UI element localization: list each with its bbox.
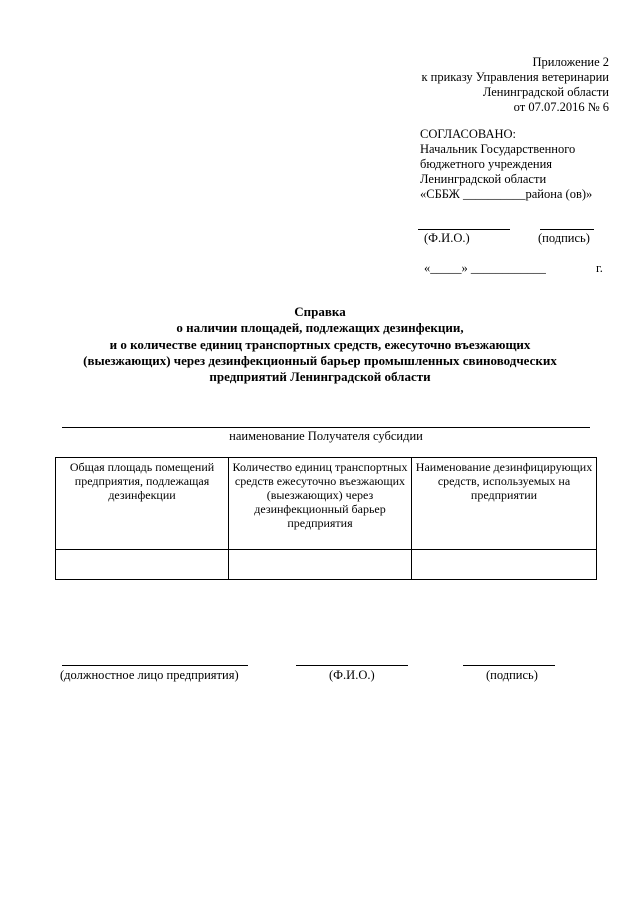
official-line <box>62 665 248 666</box>
table-cell[interactable] <box>229 550 412 580</box>
table-header-cell: Количество единиц транспортных средств ежесуточно въезжающих (выезжающих) через дезинфекционный барьер предприятия <box>229 458 412 550</box>
title-line-3: и о количестве единиц транспортных средств, ежесуточно въезжающих <box>109 337 531 352</box>
approval-heading: СОГЛАСОВАНО: <box>420 127 517 141</box>
fio-line <box>296 665 408 666</box>
title-line-5: предприятий Ленинградской области <box>209 369 431 384</box>
data-table <box>55 457 597 580</box>
table-header-row <box>56 458 597 550</box>
approval-year-suffix: г. <box>596 261 603 275</box>
table-header-cell: Общая площадь помещений предприятия, подлежащая дезинфекции <box>56 458 229 550</box>
title-line-2: о наличии площадей, подлежащих дезинфекции, <box>176 320 464 335</box>
sign-label: (подпись) <box>486 668 538 682</box>
table-header-cell: Наименование дезинфицирующих средств, используемых на предприятии <box>412 458 597 550</box>
annex-line-3: Ленинградской области <box>482 85 609 99</box>
approval-line-4: «СББЖ __________района (ов)» <box>420 187 593 201</box>
approval-line-2: бюджетного учреждения <box>420 157 553 171</box>
annex-line-4: от 07.07.2016 № 6 <box>513 100 609 114</box>
approval-line-3: Ленинградской области <box>420 172 547 186</box>
title-line-1: Справка <box>294 304 346 319</box>
table-cell[interactable] <box>56 550 229 580</box>
table-row <box>56 550 597 580</box>
official-label: (должностное лицо предприятия) <box>60 668 239 682</box>
annex-line-2: к приказу Управления ветеринарии <box>421 70 609 84</box>
table-cell[interactable] <box>412 550 597 580</box>
approval-date-line: «_____» ____________ <box>424 261 546 275</box>
title-line-4: (выезжающих) через дезинфекционный барьер промышленных свиноводческих <box>83 353 557 368</box>
approval-fio-label: (Ф.И.О.) <box>424 231 470 245</box>
approval-sign-line <box>540 229 594 230</box>
recipient-caption: наименование Получателя субсидии <box>229 429 423 443</box>
approval-sign-label: (подпись) <box>538 231 590 245</box>
recipient-line <box>62 427 590 428</box>
sign-line <box>463 665 555 666</box>
approval-line-1: Начальник Государственного <box>420 142 576 156</box>
fio-label: (Ф.И.О.) <box>329 668 375 682</box>
approval-fio-line <box>418 229 510 230</box>
annex-line-1: Приложение 2 <box>532 55 609 69</box>
